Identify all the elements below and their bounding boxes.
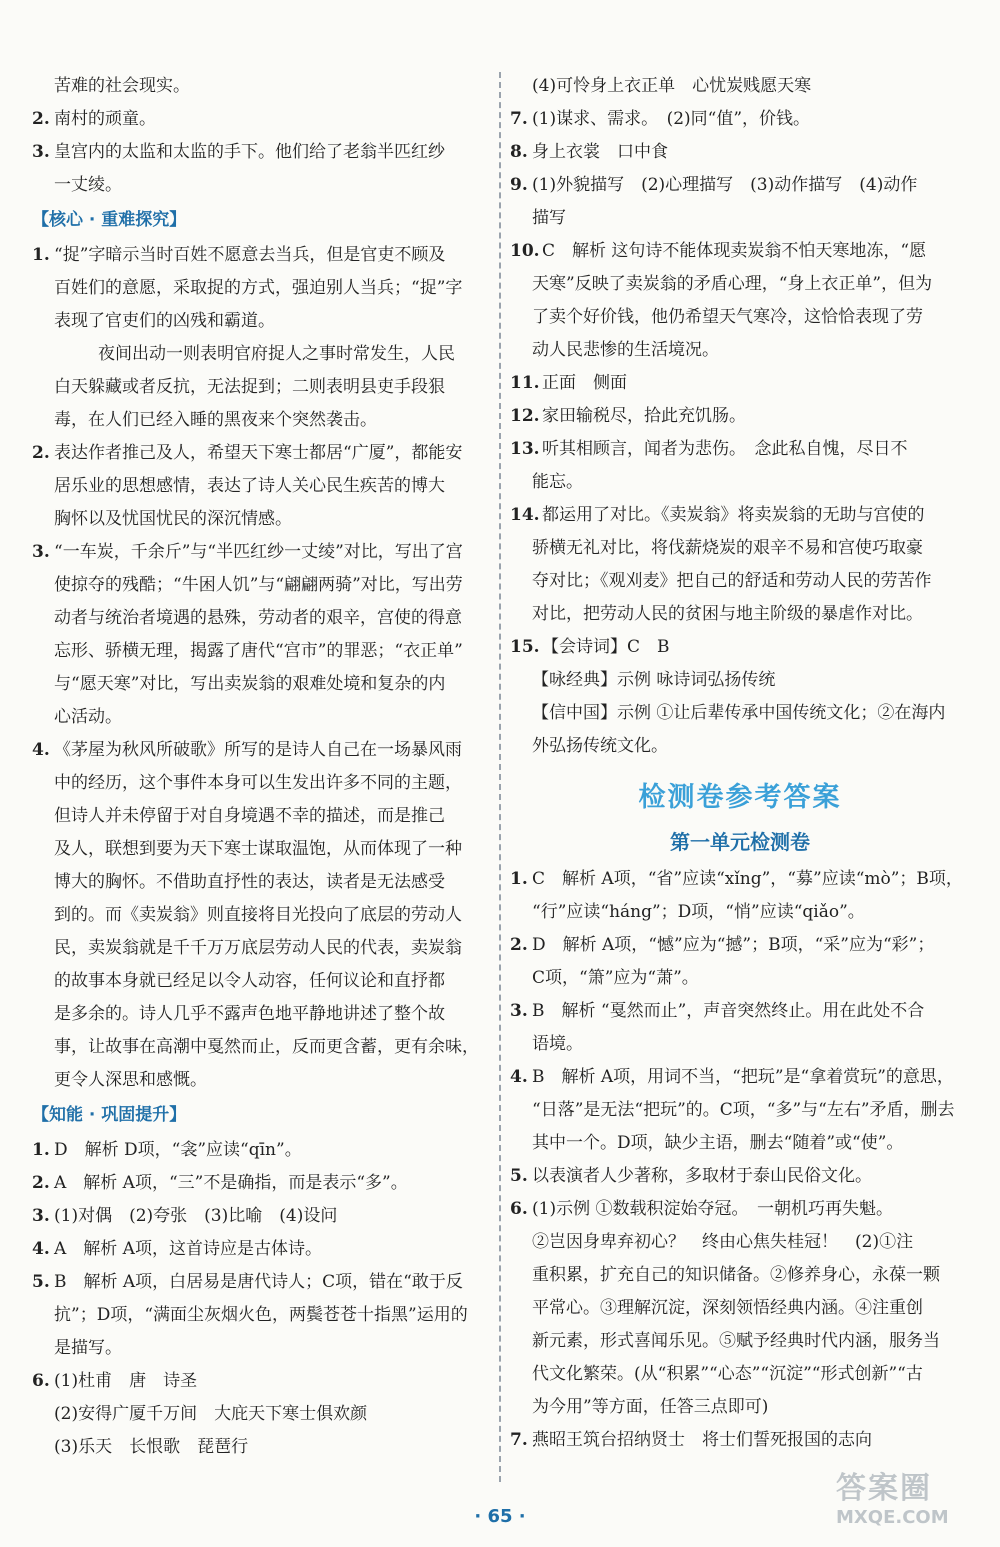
continuation-line: 能忘。 [532, 472, 583, 492]
continuation-line: 其中一个。D项，缺少主语，删去“随着”或“使”。 [532, 1133, 904, 1153]
continuation-line: 百姓们的意愿，采取捉的方式，强迫别人当兵；“捉”字 [54, 278, 463, 298]
continuation-line: 重积累，扩充自己的知识储备。②修养身心，永葆一颗 [532, 1265, 940, 1285]
answer-line [32, 734, 490, 767]
answer-line [32, 1266, 490, 1299]
question-number: 4. [510, 1067, 528, 1087]
continuation-line: 事，让故事在高潮中戛然而止，反而更含蓄，更有余味， [54, 1037, 479, 1057]
question-number: 3. [32, 542, 50, 562]
section-title: 检测卷参考答案 [638, 782, 842, 813]
continuation-line: 【咏经典】示例 咏诗词弘扬传统 [532, 670, 776, 690]
continuation-line: 为今用”等方面，任答三点即可) [532, 1397, 769, 1417]
continuation-line: 博大的胸怀。不借助直抒性的表达，读者是无法感受 [54, 872, 445, 892]
answer-line [32, 103, 490, 136]
continuation-line: 及人，联想到要为天下寒士谋取温饱，从而体现了一种 [54, 839, 462, 859]
question-number: 6. [510, 1199, 528, 1219]
unit-title: 第一单元检测卷 [670, 830, 810, 854]
question-number: 13. [510, 439, 540, 459]
continuation-line: 胸怀以及忧国忧民的深沉情感。 [54, 509, 292, 529]
answer-line [510, 499, 970, 532]
answer-text: (1)示例 ①数载积淀始夺冠。 一朝机巧再失魁。 [532, 1199, 893, 1219]
continuation-line: 心活动。 [54, 707, 122, 727]
continuation-line: 外弘扬传统文化。 [532, 736, 668, 756]
continuation-line: 【信中国】示例 ①让后辈传承中国传统文化；②在海内 [532, 703, 946, 723]
answer-line [32, 1200, 490, 1233]
answer-text: A 解析 A项，这首诗应是古体诗。 [54, 1239, 322, 1259]
continuation-line: 语境。 [532, 1034, 583, 1054]
answer-text: 家田输税尽，拾此充饥肠。 [542, 406, 746, 426]
continuation-line: 动人民悲惨的生活境况。 [532, 340, 719, 360]
answer-line [510, 929, 970, 962]
continuation-line: (4)可怜身上衣正单 心忧炭贱愿天寒 [532, 76, 812, 96]
question-number: 3. [32, 142, 50, 162]
continuation-line: 抗”；D项，“满面尘灰烟火色，两鬓苍苍十指黑”运用的 [54, 1305, 468, 1325]
answer-text: A 解析 A项，“三”不是确指，而是表示“多”。 [54, 1173, 408, 1193]
answer-text: “一车炭，千余斤”与“半匹红纱一丈绫”对比，写出了宫 [54, 542, 463, 562]
answer-text: B 解析 A项，用词不当，“把玩”是“拿着赏玩”的意思， [532, 1067, 954, 1087]
continuation-line: 夺对比；《观刈麦》把自己的舒适和劳动人民的劳苦作 [532, 571, 932, 591]
answer-text: 正面 侧面 [542, 373, 627, 393]
answer-text: 【会诗词】C B [542, 637, 670, 657]
continuation-line: 与“愿天寒”对比，写出卖炭翁的艰难处境和复杂的内 [54, 674, 446, 694]
continuation-line: 表现了官吏们的凶残和霸道。 [54, 311, 275, 331]
answer-text: D 解析 D项，“衾”应读“qīn”。 [54, 1140, 302, 1160]
continuation-line: C项，“箫”应为“萧”。 [532, 968, 699, 988]
answer-line [510, 169, 970, 202]
answer-line [32, 1365, 490, 1398]
question-number: 11. [510, 373, 540, 393]
answer-text: (1)谋求、需求。 (2)同“值”，价钱。 [532, 109, 811, 129]
answer-text: 听其相顾言，闻者为悲伤。 念此私自愧，尽日不 [542, 439, 908, 459]
question-number: 14. [510, 505, 540, 525]
section-heading: 【核心 · 重难探究】 [32, 210, 187, 230]
continuation-line: 但诗人并未停留于对自身境遇不幸的描述，而是推己 [54, 806, 445, 826]
answer-text: 南村的顽童。 [54, 109, 156, 129]
question-number: 2. [32, 109, 50, 129]
continuation-line: 到的。而《卖炭翁》则直接将目光投向了底层的劳动人 [54, 905, 462, 925]
continuation-line: 中的经历，这个事件本身可以生发出许多不同的主题， [54, 773, 462, 793]
continuation-line: 是多余的。诗人几乎不露声色地平静地讲述了整个故 [54, 1004, 445, 1024]
answer-text: 身上衣裳 口中食 [532, 142, 668, 162]
question-number: 2. [32, 1173, 50, 1193]
question-number: 5. [510, 1166, 528, 1186]
answer-text: “捉”字暗示当时百姓不愿意去当兵，但是官吏不顾及 [54, 245, 446, 265]
watermark-text-1: 答案圈 [836, 1471, 932, 1506]
continuation-line: 苦难的社会现实。 [54, 76, 190, 96]
left-column [32, 70, 490, 1464]
column-divider [499, 72, 501, 1482]
answer-line [32, 1167, 490, 1200]
answer-line [32, 1134, 490, 1167]
question-number: 4. [32, 1239, 50, 1259]
question-number: 8. [510, 142, 528, 162]
continuation-line: 对比，把劳动人民的贫困与地主阶级的暴虐作对比。 [532, 604, 923, 624]
answer-line [32, 1233, 490, 1266]
section-heading: 【知能 · 巩固提升】 [32, 1105, 187, 1125]
question-number: 1. [32, 245, 50, 265]
answer-line [510, 863, 970, 896]
question-number: 9. [510, 175, 528, 195]
continuation-line: 动者与统治者境遇的悬殊，劳动者的艰辛，宫使的得意 [54, 608, 462, 628]
question-number: 3. [32, 1206, 50, 1226]
answer-line [510, 1160, 970, 1193]
answer-line [32, 437, 490, 470]
question-number: 2. [510, 935, 528, 955]
answer-text: C 解析 这句诗不能体现卖炭翁不怕天寒地冻，“愿 [542, 241, 927, 261]
right-bottom-answers [510, 863, 970, 1457]
answer-text: (1)杜甫 唐 诗圣 [54, 1371, 198, 1391]
answer-text: 以表演者人少著称，多取材于泰山民俗文化。 [532, 1166, 872, 1186]
answer-line [510, 1424, 970, 1457]
continuation-line: 代文化繁荣。(从“积累”“心态”“沉淀”“形式创新”“古 [532, 1364, 923, 1384]
question-number: 7. [510, 1430, 528, 1450]
continuation-line: (2)安得广厦千万间 大庇天下寒士俱欢颜 [54, 1404, 368, 1424]
right-top-answers [510, 70, 970, 763]
continuation-line: 忘形、骄横无理，揭露了唐代“宫市”的罪恶；“衣正单” [54, 641, 463, 661]
question-number: 2. [32, 443, 50, 463]
watermark-logo [836, 1463, 986, 1533]
continuation-line: 的故事本身就已经足以令人动容，任何议论和直抒都 [54, 971, 445, 991]
page-number: · 65 · [474, 1506, 526, 1527]
question-number: 15. [510, 637, 540, 657]
continuation-line: “行”应读“háng”；D项，“悄”应读“qiǎo”。 [532, 902, 865, 922]
continuation-line: (3)乐天 长恨歌 琵琶行 [54, 1437, 249, 1457]
answer-text: 《茅屋为秋风所破歌》所写的是诗人自己在一场暴风雨 [54, 740, 462, 760]
answer-text: D 解析 A项，“憾”应为“撼”；B项，“采”应为“彩”； [532, 935, 935, 955]
continuation-line: 新元素，形式喜闻乐见。⑤赋予经典时代内涵，服务当 [532, 1331, 940, 1351]
right-column [510, 70, 970, 1457]
answer-line [510, 103, 970, 136]
continuation-line: 描写 [532, 208, 566, 228]
answer-line [510, 367, 970, 400]
continuation-line: “日落”是无法“把玩”的。C项，“多”与“左右”矛盾，删去 [532, 1100, 955, 1120]
question-number: 12. [510, 406, 540, 426]
answer-text: 都运用了对比。《卖炭翁》将卖炭翁的无助与宫使的 [542, 505, 925, 525]
answer-line [32, 536, 490, 569]
continuation-line: 天寒”反映了卖炭翁的矛盾心理，“身上衣正单”，但为 [532, 274, 933, 294]
answer-line [510, 995, 970, 1028]
continuation-line: ②岂因身卑弃初心？ 终由心焦失桂冠！ (2)①注 [532, 1232, 914, 1252]
answer-line [510, 1193, 970, 1226]
continuation-line: 毒，在人们已经入睡的黑夜来个突然袭击。 [54, 410, 377, 430]
question-number: 6. [32, 1371, 50, 1391]
answer-text: B 解析 “戛然而止”，声音突然终止。用在此处不合 [532, 1001, 925, 1021]
answer-line [510, 136, 970, 169]
question-number: 4. [32, 740, 50, 760]
answer-line [510, 235, 970, 268]
answer-text: (1)外貌描写 (2)心理描写 (3)动作描写 (4)动作 [532, 175, 918, 195]
continuation-line: 更令人深思和感慨。 [54, 1070, 207, 1090]
answer-line [510, 631, 970, 664]
continuation-line: 了卖个好价钱，他仍希望天气寒冷，这恰恰表现了劳 [532, 307, 923, 327]
watermark-text-2: MXQE.COM [836, 1507, 949, 1528]
continuation-line: 是描写。 [54, 1338, 122, 1358]
answer-text: B 解析 A项，白居易是唐代诗人；C项，错在“敢于反 [54, 1272, 463, 1292]
question-number: 3. [510, 1001, 528, 1021]
continuation-line: 居乐业的思想感情，表达了诗人关心民生疾苦的博大 [54, 476, 445, 496]
answer-line [510, 1061, 970, 1094]
answer-text: C 解析 A项，“省”应读“xǐng”，“募”应读“mò”；B项， [532, 869, 963, 889]
answer-text: 皇宫内的太监和太监的手下。他们给了老翁半匹红纱 [54, 142, 445, 162]
answer-line [32, 136, 490, 169]
continuation-line: 一丈绫。 [54, 175, 122, 195]
answer-line [32, 239, 490, 272]
continuation-line: 骄横无礼对比，将伐薪烧炭的艰辛不易和宫使巧取豪 [532, 538, 923, 558]
question-number: 1. [32, 1140, 50, 1160]
continuation-line: 民，卖炭翁就是千千万万底层劳动人民的代表，卖炭翁 [54, 938, 462, 958]
answer-line [510, 400, 970, 433]
answer-text: 表达作者推己及人，希望天下寒士都居“广厦”，都能安 [54, 443, 463, 463]
continuation-line: 使掠夺的残酷；“牛困人饥”与“翩翩两骑”对比，写出劳 [54, 575, 463, 595]
answer-line [510, 433, 970, 466]
question-number: 7. [510, 109, 528, 129]
continuation-line: 平常心。③理解沉淀，深刻领悟经典内涵。④注重创 [532, 1298, 923, 1318]
question-number: 1. [510, 869, 528, 889]
paragraph-line: 夜间出动一则表明官府捉人之事时常发生，人民 [98, 344, 455, 364]
question-number: 10. [510, 241, 540, 261]
continuation-line: 白天躲藏或者反抗，无法捉到；二则表明县吏手段狠 [54, 377, 445, 397]
answer-text: (1)对偶 (2)夸张 (3)比喻 (4)设问 [54, 1206, 338, 1226]
answer-text: 燕昭王筑台招纳贤士 将士们誓死报国的志向 [532, 1430, 872, 1450]
question-number: 5. [32, 1272, 50, 1292]
